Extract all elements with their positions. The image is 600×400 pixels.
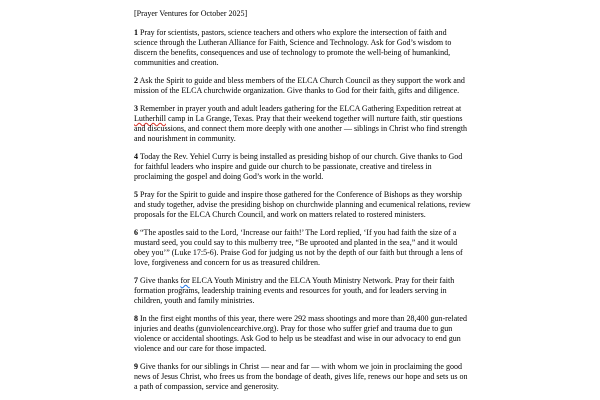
paragraph-text: camp in La Grange, Texas. Pray that their weekend together will nurture faith, stir questions and discussions, and connect them more deeply with one another — siblings in Christ who find strength and nourishment in community.: [134, 114, 468, 143]
day-number: 4: [134, 152, 138, 161]
paragraph-2: [134, 76, 471, 96]
paragraph-text: Give thanks for our siblings in Christ — near and far — with whom we join in proclaiming the good news of Jesus Christ, who frees us from the bondage of death, gives life, renews our hope and sets us on a path of compassion, service and generosity.: [134, 362, 468, 391]
paragraph-4: [134, 152, 471, 182]
paragraph-text: “The apostles said to the Lord, ‘Increase our faith!’ The Lord replied, ‘If you had faith the size of a mustard seed, you could say to this mulberry tree, “Be uprooted and planted in the sea,” and it would obey you’” (Luke 17:5-6). Praise God for judging us not by the depth of our faith but through a lens of love, forgiveness and concern for us as treasured children.: [134, 228, 463, 267]
paragraph-text: ELCA Youth Ministry and the ELCA Youth Ministry Network. Pray for their faith formation programs, leadership training events and resources for youth, and for leaders serving in children, youth and family ministries.: [134, 276, 455, 305]
day-number: 6: [134, 228, 138, 237]
day-number: 9: [134, 362, 138, 371]
paragraph-3: [134, 104, 471, 144]
paragraph-text: Today the Rev. Yehiel Curry is being installed as presiding bishop of our church. Give thanks to God for faithful leaders who inspire and guide our church to be passionate, creative and tireless in proclaiming the gospel and doing God’s work in the world.: [134, 152, 463, 181]
paragraph-text: In the first eight months of this year, there were 292 mass shootings and more than 28,400 gun-related injuries and deaths (gunviolencearchive.org). Pray for those who suffer grief and trauma due to gun violence or accidental shootings. Ask God to help us be steadfast and wise in our advocacy to end gun violence and our care for those impacted.: [134, 314, 467, 353]
paragraph-text: Ask the Spirit to guide and bless members of the ELCA Church Council as they support the work and mission of the ELCA churchwide organization. Give thanks to God for their faith, gifts and diligence.: [134, 76, 465, 95]
day-number: 7: [134, 276, 138, 285]
paragraph-9: [134, 362, 471, 392]
paragraph-text: Remember in prayer youth and adult leaders gathering for the ELCA Gathering Expedition retreat at: [140, 104, 462, 113]
paragraph-1: [134, 28, 471, 68]
grammar-flagged-word: for: [180, 276, 190, 285]
document-body: [134, 9, 471, 400]
document-title: [Prayer Ventures for October 2025]: [134, 9, 248, 18]
day-number: 2: [134, 76, 138, 85]
day-number: 5: [134, 190, 138, 199]
paragraph-text: Pray for scientists, pastors, science teachers and others who explore the intersection of faith and science through the Lutheran Alliance for Faith, Science and Technology. Ask for God’s wisdom to discern the benefits, consequences and use of technology to promote the well-being of humankind, communities and creation.: [134, 28, 452, 67]
paragraph-text: Pray for the Spirit to guide and inspire those gathered for the Conference of Bishops as they worship and study together, advise the presiding bishop on churchwide planning and ecumenical relations, review proposals for the ELCA Church Council, and work on matters related to rostered ministers.: [134, 190, 471, 219]
day-number: 8: [134, 314, 138, 323]
paragraph-5: [134, 190, 471, 220]
day-number: 3: [134, 104, 138, 113]
paragraph-text: Give thanks: [140, 276, 181, 285]
paragraph-8: [134, 314, 471, 354]
paragraph-6: [134, 228, 471, 268]
paragraph-7: [134, 276, 471, 306]
day-number: 1: [134, 28, 138, 37]
paragraph-list: [134, 28, 471, 392]
spellcheck-flagged-word: Lutherhill: [134, 114, 166, 123]
